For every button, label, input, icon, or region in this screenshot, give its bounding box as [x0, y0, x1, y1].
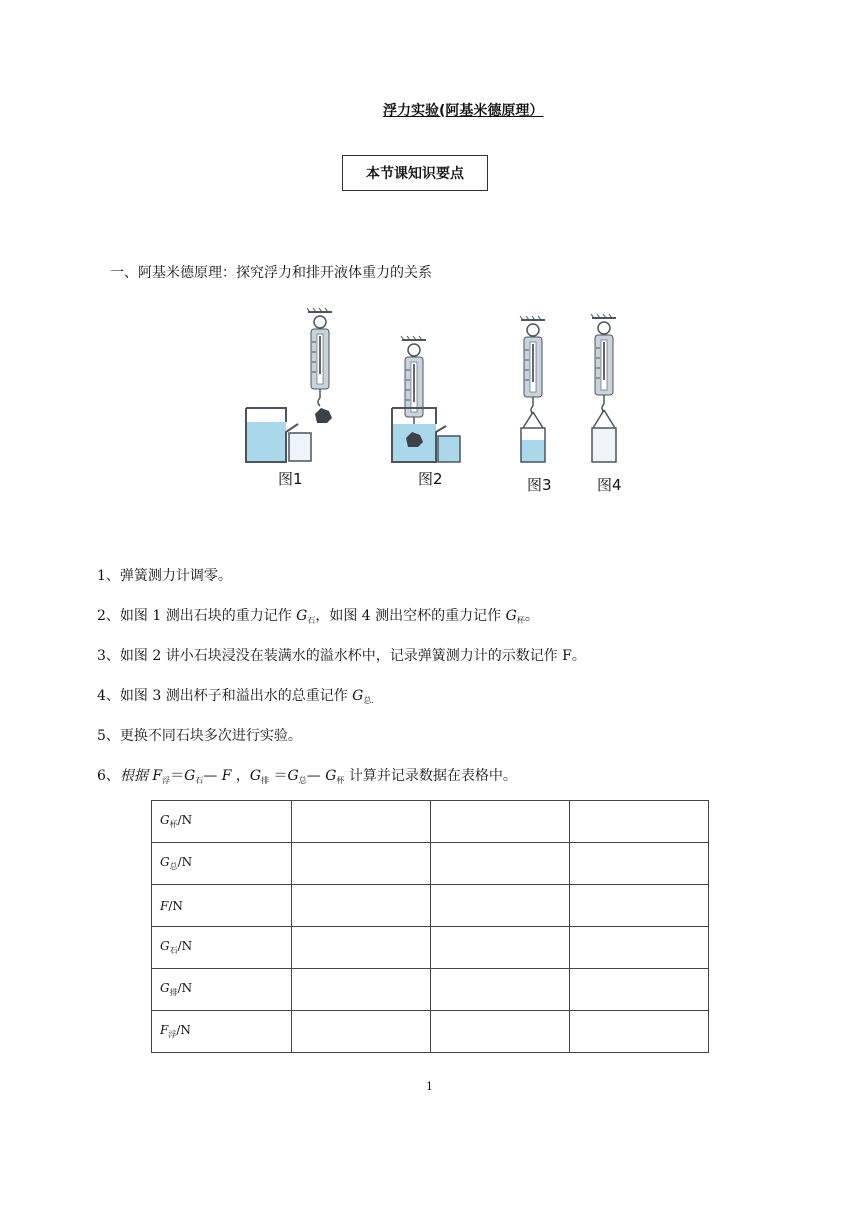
knowledge-points-box: 本节课知识要点: [342, 155, 488, 191]
step-6-sub-rock: 石: [195, 776, 204, 785]
step-6-sub-buoyancy: 浮: [162, 776, 171, 785]
figure-4: [591, 314, 622, 494]
step-6: [97, 765, 517, 786]
spring-scale-icon: [591, 314, 616, 412]
figure-label-2: 图2: [418, 470, 443, 488]
row-unit: /N: [177, 855, 193, 869]
figure-2: [392, 336, 460, 488]
figure-label-4: 图4: [597, 476, 622, 494]
spring-scale-icon: [307, 308, 332, 406]
step-6-sub-total: 总: [298, 776, 307, 785]
spring-scale-icon: [401, 336, 426, 434]
table-row: [152, 885, 709, 927]
row-var: F: [160, 898, 169, 913]
row-header: [152, 843, 292, 885]
step-6-var-g3: G: [287, 768, 299, 784]
step-2-var-g-rock: G: [296, 608, 308, 624]
table-cell[interactable]: [431, 885, 570, 927]
small-cup-icon: [438, 436, 460, 462]
step-2-text-a: 2、如图 1 测出石块的重力记作: [97, 608, 297, 624]
row-header: [152, 969, 292, 1011]
table-row: [152, 969, 709, 1011]
step-6-comma: ，: [231, 768, 250, 784]
spring-scale-icon: [520, 316, 545, 414]
row-sub: 石: [169, 946, 178, 955]
step-2-sub-cup: 杯: [516, 616, 525, 625]
step-6-var-g2: G: [249, 768, 262, 784]
step-6-eq1: ＝: [170, 768, 185, 784]
rock-icon: [315, 408, 332, 423]
table-row: [152, 801, 709, 843]
step-5: 5、更换不同石块多次进行实验。: [97, 728, 302, 744]
experiment-figures: [232, 300, 652, 500]
step-6-var-f: F: [152, 768, 163, 784]
step-6-genju: 根据: [119, 768, 148, 784]
row-unit: /N: [177, 981, 193, 995]
row-unit: /N: [177, 813, 193, 827]
row-sub: 总: [169, 862, 178, 871]
step-6-var-g4: G: [325, 768, 337, 784]
page-title: 浮力实验(阿基米德原理）: [383, 103, 544, 119]
table-cell[interactable]: [292, 801, 431, 843]
table-cell[interactable]: [431, 843, 570, 885]
small-cup-icon: [521, 428, 545, 462]
table-cell[interactable]: [292, 1011, 431, 1053]
table-cell[interactable]: [431, 1011, 570, 1053]
row-header: [152, 885, 292, 927]
row-var: G: [160, 855, 170, 869]
table-cell[interactable]: [570, 843, 709, 885]
row-sub: 杯: [169, 820, 178, 829]
table-cell[interactable]: [292, 969, 431, 1011]
step-6-var-f2: F: [221, 768, 232, 784]
table-cell[interactable]: [431, 927, 570, 969]
table-cell[interactable]: [570, 885, 709, 927]
table-cell[interactable]: [570, 927, 709, 969]
step-4-text: 4、如图 3 测出杯子和溢出水的总重记作: [97, 688, 353, 704]
step-6-var-g1: G: [184, 768, 196, 784]
step-6-minus1: —: [203, 768, 222, 784]
row-unit: /N: [176, 1023, 191, 1037]
step-2-text-b: ，如图 4 测出空杯的重力记作: [315, 608, 506, 624]
step-4-sub-total: 总.: [363, 696, 374, 705]
table-cell[interactable]: [431, 801, 570, 843]
table-cell[interactable]: [292, 843, 431, 885]
row-sub: 浮: [168, 1030, 177, 1039]
row-var: G: [160, 981, 170, 995]
figure-3: [520, 316, 552, 494]
table-cell[interactable]: [292, 927, 431, 969]
small-cup-icon: [592, 428, 616, 462]
data-table: [151, 800, 709, 1053]
step-4-var-g-total: G: [352, 688, 364, 704]
step-2-sub-rock: 石: [307, 616, 316, 625]
table-cell[interactable]: [292, 885, 431, 927]
row-sub: 排: [169, 988, 178, 997]
step-6-eq2: ＝: [269, 768, 288, 784]
page-number: 1: [426, 1080, 433, 1093]
step-1: 1、弹簧测力计调零。: [97, 568, 232, 584]
row-var: G: [160, 939, 170, 953]
step-6-tail: 计算并记录数据在表格中。: [344, 768, 517, 784]
figure-label-3: 图3: [527, 476, 552, 494]
small-cup-icon: [289, 433, 311, 461]
step-6-num: 6、: [97, 768, 120, 784]
step-3: 3、如图 2 讲小石块浸没在装满水的溢水杯中，记录弹簧测力计的示数记作 F。: [97, 648, 586, 664]
table-row: [152, 927, 709, 969]
row-var: G: [160, 813, 170, 827]
table-cell[interactable]: [570, 969, 709, 1011]
figure-1: [246, 308, 332, 488]
row-header: [152, 927, 292, 969]
section-heading: 一、阿基米德原理：探究浮力和排开液体重力的关系: [110, 265, 432, 281]
step-4: [97, 685, 374, 706]
row-unit: /N: [168, 898, 183, 913]
step-6-sub-displaced: 排: [261, 776, 270, 785]
step-2: [97, 605, 539, 626]
step-6-minus2: —: [306, 768, 326, 784]
row-var: F: [160, 1023, 169, 1037]
step-6-sub-cup: 杯: [336, 776, 345, 785]
table-row: [152, 843, 709, 885]
table-cell[interactable]: [431, 969, 570, 1011]
table-cell[interactable]: [570, 1011, 709, 1053]
row-header: [152, 801, 292, 843]
row-unit: /N: [177, 939, 193, 953]
table-row: [152, 1011, 709, 1053]
step-2-var-g-cup: G: [505, 608, 517, 624]
row-header: [152, 1011, 292, 1053]
step-2-text-c: 。: [524, 608, 539, 624]
table-cell[interactable]: [570, 801, 709, 843]
figure-label-1: 图1: [278, 470, 303, 488]
